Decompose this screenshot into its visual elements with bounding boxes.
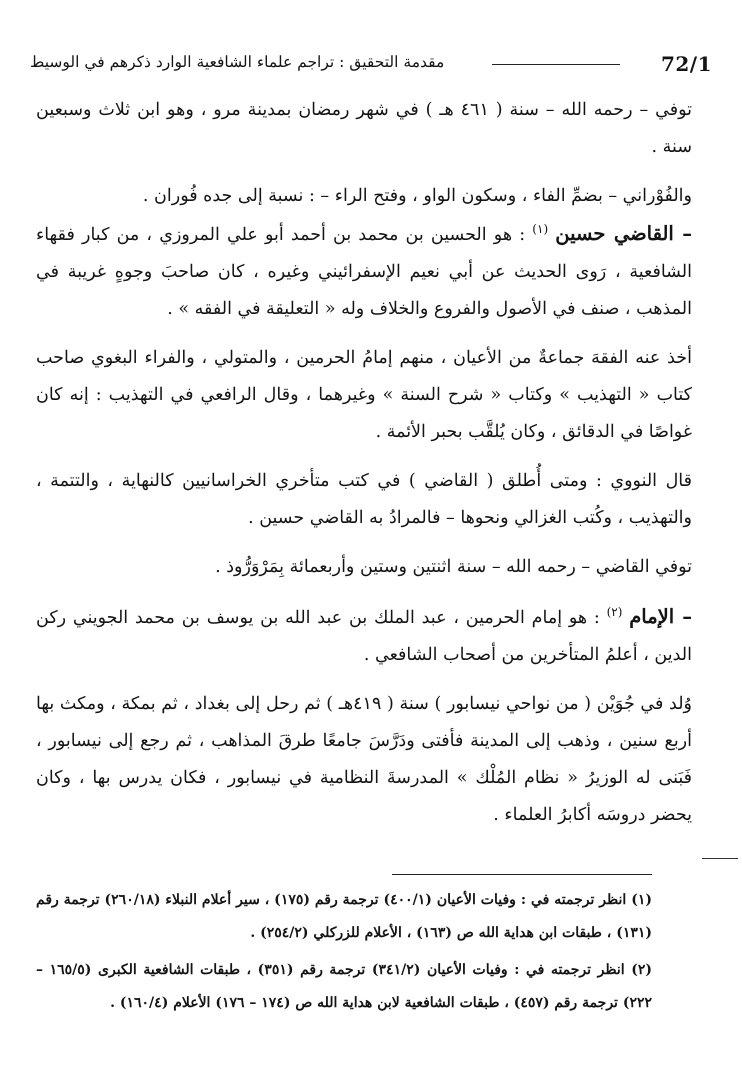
running-header (30, 52, 712, 82)
paragraph-imam (36, 598, 692, 674)
entry-heading-qadi-husayn: – القاضي حسين (555, 222, 692, 245)
entry-heading-imam: – الإمام (629, 605, 692, 628)
footnote-2: (٢) انظر ترجمته في : وفيات الأعيان (٣٤١/٢) ترجمة رقم (٣٥١) ، طبقات الشافعية الكبرى (١٦٥/٥ – ٢٢٢) ترجمة رقم (٤٥٧) ، طبقات الشافعية لابن هداية الله ص (١٧٤ – ١٧٦) الأعلام (١٦٠/٤) . (36, 962, 653, 1011)
entry-text-qadi-husayn: : هو الحسين بن محمد بن أحمد أبو علي المروزي ، من كبار فقهاء الشافعية ، رَوى الحديث عن أبي نعيم الإسفرائيني وغيره ، كان صاحبَ وجوهٍ غريبة في المذهب ، صنف في الأصول والفروع والخلاف وله « التعليقة في الفقه » . (36, 225, 692, 319)
header-rule (492, 64, 620, 65)
running-title: مقدمة التحقيق : تراجم علماء الشافعية الوارد ذكرهم في الوسيط (30, 53, 445, 71)
scan-mark (702, 858, 738, 859)
footnotes (36, 884, 652, 1020)
footnote-ref-1[interactable]: (١) (532, 222, 549, 237)
paragraph-death-qadi: توفي القاضي – رحمه الله – سنة اثنتين وستين وأربعمائة بِمَرْوَرُّوذ . (215, 557, 692, 577)
footnote-ref-2[interactable]: (٢) (606, 605, 623, 620)
footnote-1: (١) انظر ترجمته في : وفيات الأعيان (٤٠٠/١) ترجمة رقم (١٧٥) ، سير أعلام النبلاء (٢٦٠/١٨) ترجمة رقم (١٣١) ، طبقات ابن هداية الله ص (١٦٣) ، الأعلام للزركلي (٢٥٤/٢) . (36, 892, 652, 941)
page-number: 72/1 (660, 52, 712, 76)
entry-text-imam: : هو إمام الحرمين ، عبد الملك بن عبد الله بن يوسف بن محمد الجويني ركن الدين ، أعلمُ المتأخرين من أصحاب الشافعي . (36, 608, 692, 665)
paragraph-death-furani: توفي – رحمه الله – سنة ( ٤٦١ هـ ) في شهر رمضان بمدينة مرو ، وهو ابن ثلاث وسبعين سنة . (36, 100, 692, 157)
paragraph-furani-nisba: والفُوْراني – بضمِّ الفاء ، وسكون الواو ، وفتح الراء – : نسبة إلى جده فُوران . (142, 186, 692, 206)
paragraph-students: أخذ عنه الفقهَ جماعةٌ من الأعيان ، منهم إمامُ الحرمين ، والمتولي ، والفراء البغوي صاحب كتاب « التهذيب » وكتاب « شرح السنة » وغيرهما ، وقال الرافعي في التهذيب : إنه كان غواصًا في الدقائق ، وكان يُلقَّب بحبر الأئمة . (36, 348, 692, 442)
paragraph-nawawi: قال النووي : ومتى أُطلق ( القاضي ) في كتب متأخري الخراسانيين كالنهاية ، والتتمة ، والتهذيب ، وكُتب الغزالي ونحوها – فالمرادُ به القاضي حسين . (36, 471, 692, 528)
paragraph-imam-biography: وُلد في جُوَيْن ( من نواحي نيسابور ) سنة ( ٤١٩هـ ) ثم رحل إلى بغداد ، ثم بمكة ، ومكث بها أربع سنين ، وذهب إلى المدينة فأفتى ودَرَّسَ جامعًا طرقَ المذاهب ، ثم رجع إلى نيسابور ، فَبَنى له الوزيرُ « نظام المُلْك » المدرسةَ النظامية في نيسابور ، فكان يدرس بها ، وكان يحضر دروسَه أكابرُ العلماء . (36, 694, 692, 825)
paragraph-qadi-husayn (36, 215, 692, 328)
main-text (36, 92, 692, 834)
footnote-separator (392, 874, 652, 875)
